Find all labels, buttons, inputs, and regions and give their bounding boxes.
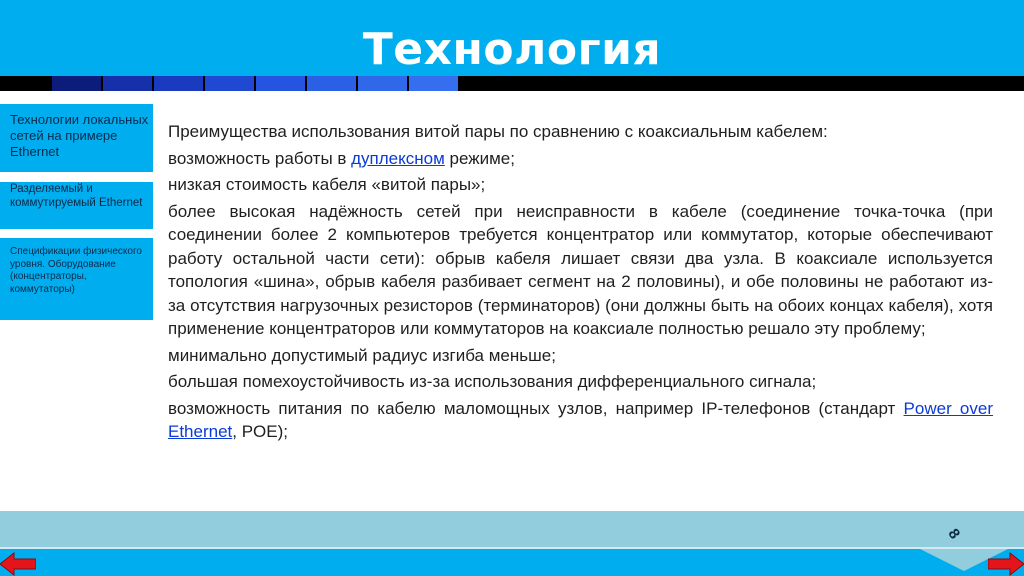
stripe-segment [0,76,50,91]
poe-paragraph [168,397,993,444]
slide-body [168,120,993,447]
arrow-left-icon[interactable] [0,552,36,576]
stripe-segment [358,76,407,91]
duplex-text-before: возможность работы в [168,148,352,168]
nav-item-shared-switched-ethernet[interactable] [0,182,153,229]
duplex-link[interactable]: дуплексном [351,148,445,168]
nav-item-physical-layer-specs[interactable] [0,238,153,320]
nav-item-label: Спецификации физического уровня. Оборудование (концентраторы, коммутаторы) [10,246,142,295]
stripe-segment [409,76,458,91]
bend-radius-paragraph: минимально допустимый радиус изгиба меньше; [168,345,556,365]
poe-text-after: , POE); [232,422,288,441]
arrow-right-icon[interactable] [988,552,1024,576]
slide-header [0,0,1024,76]
stripe-segment [103,76,152,91]
stripe-segment [154,76,203,91]
duplex-paragraph [168,147,993,171]
reliability-paragraph: более высокая надёжность сетей при неисправности в кабеле (соединение точка-точка (при соединении более 2 компьютеров требуется концентратор или коммутатор, которые обеспечивают работу остальной части сети): обрыв кабеля лишает связи два узла. В коаксиале используется топология «шина», обрыв кабеля разбивает сегмент на 2 половины), и обе половины не работают из-за отсутствия нагрузочных резисторов (терминаторов) (они должны быть на обоих концах кабеля), хотя применение концентраторов или коммутаторов на коаксиале полностью решало эту проблему; [168,201,993,338]
duplex-text-after: режиме; [444,148,515,168]
poe-link[interactable]: Power over Ethernet [168,398,993,441]
stripe-segment [307,76,356,91]
header-stripe [0,76,1024,91]
footer-light-band [0,511,1024,549]
nav-item-label: Разделяемый и коммутируемый Ethernet [10,183,143,209]
noise-immunity-paragraph: большая помехоустойчивость из-за использования дифференциального сигнала; [168,372,817,391]
stripe-segment [205,76,254,91]
stripe-segment [52,76,101,91]
slide-title: Технология [362,24,662,75]
cost-paragraph: низкая стоимость кабеля «витой пары»; [168,175,486,194]
footer-dark-band [0,549,1024,576]
intro-paragraph: Преимущества использования витой пары по сравнению с коаксиальным кабелем: [168,122,828,141]
poe-text-before: возможность питания по кабелю маломощных узлов, например IP-телефонов (стандарт [168,398,904,418]
nav-item-label: Технологии локальных сетей на примере Ethernet [10,112,149,159]
nav-item-ethernet-lan[interactable] [0,104,153,172]
page-number: 8 [944,525,964,543]
stripe-segment [256,76,305,91]
